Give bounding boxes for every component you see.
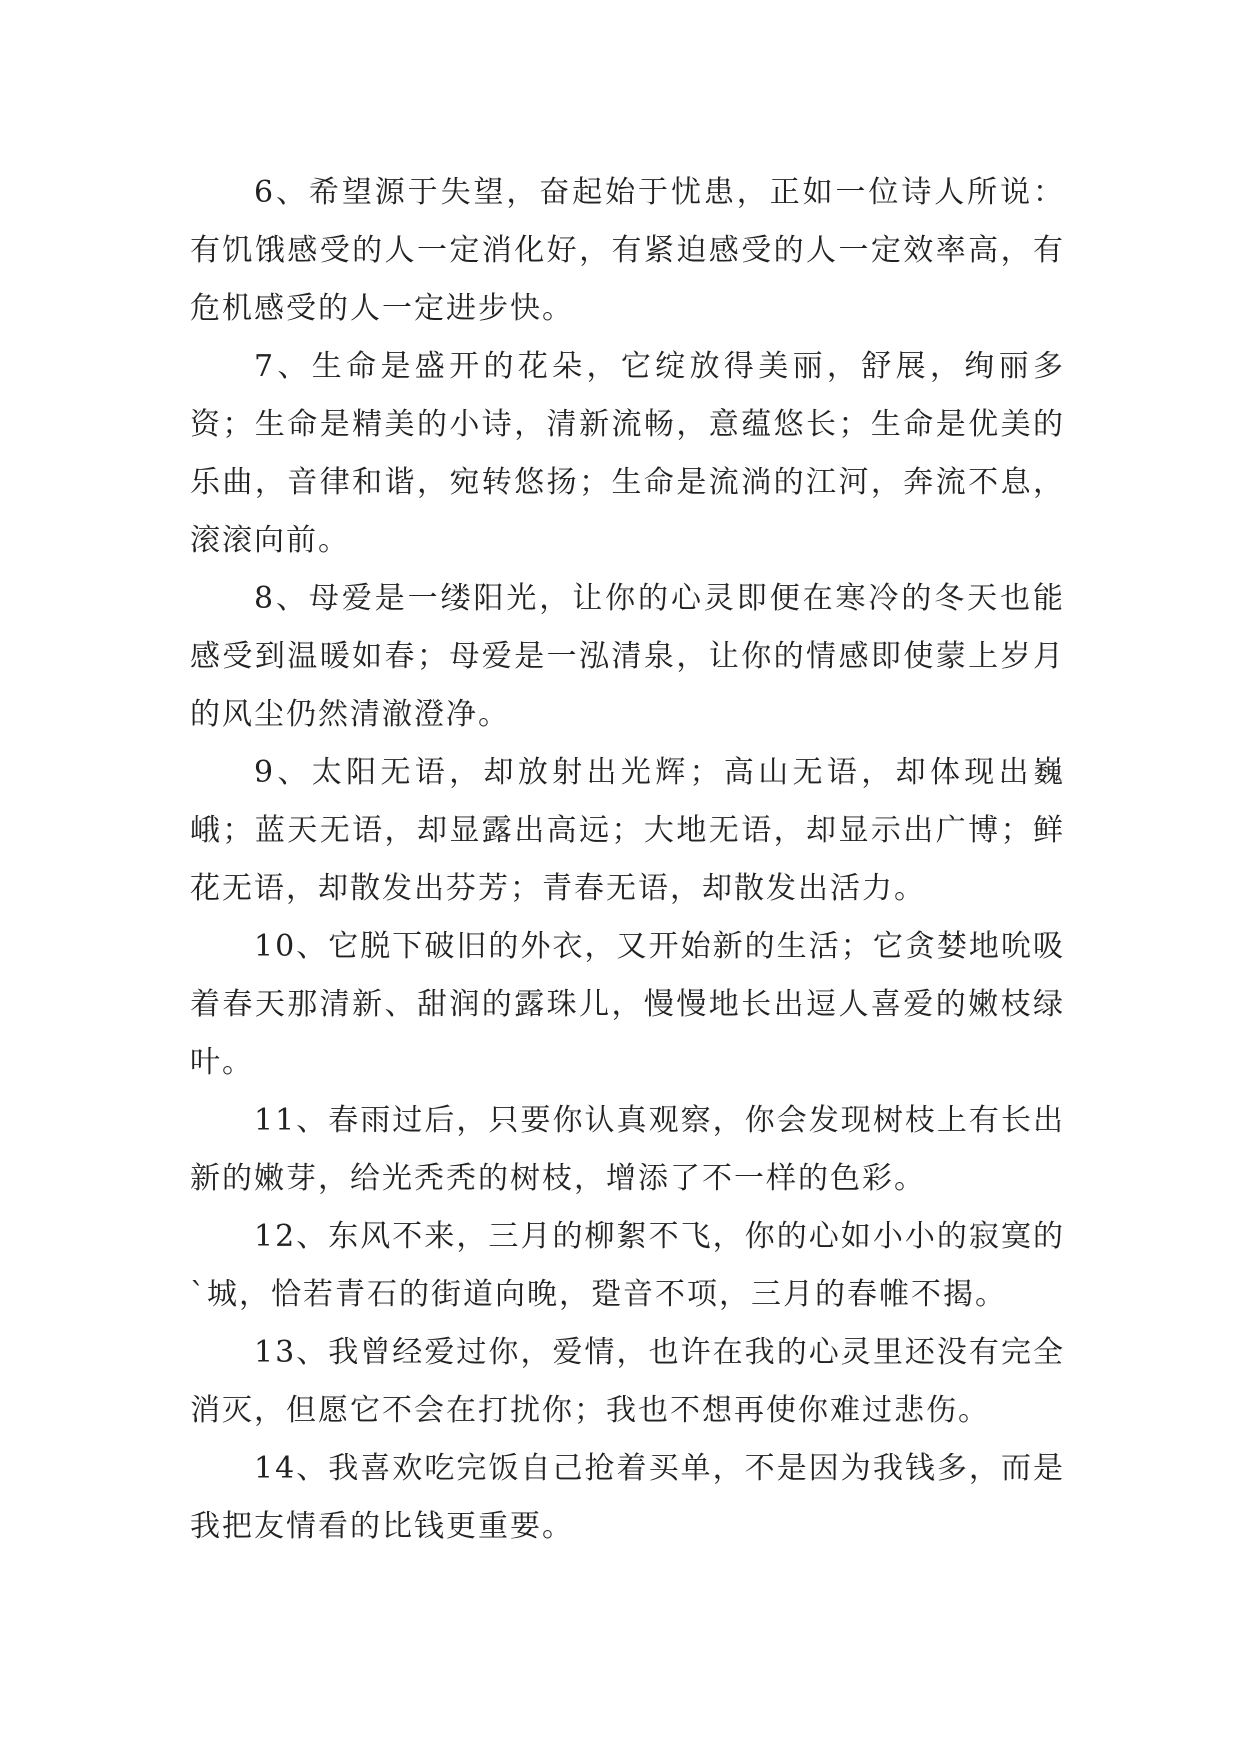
paragraph-7: 7、生命是盛开的花朵，它绽放得美丽，舒展，绚丽多资；生命是精美的小诗，清新流畅，意蕴悠长；生命是优美的乐曲，音律和谐，宛转悠扬；生命是流淌的江河，奔流不息，滚滚向前。 bbox=[190, 349, 1065, 558]
paragraph-14: 14、我喜欢吃完饭自己抢着买单，不是因为我钱多，而是我把友情看的比钱更重要。 bbox=[190, 1451, 1065, 1544]
paragraph-8: 8、母爱是一缕阳光，让你的心灵即便在寒冷的冬天也能感受到温暖如春；母爱是一泓清泉，让你的情感即使蒙上岁月的风尘仍然清澈澄净。 bbox=[190, 581, 1065, 732]
paragraph-10: 10、它脱下破旧的外衣，又开始新的生活；它贪婪地吮吸着春天那清新、甜润的露珠儿，慢慢地长出逗人喜爱的嫩枝绿叶。 bbox=[190, 929, 1065, 1080]
paragraph-13: 13、我曾经爱过你，爱情，也许在我的心灵里还没有完全消灭，但愿它不会在打扰你；我也不想再使你难过悲伤。 bbox=[190, 1335, 1065, 1428]
document-body bbox=[190, 164, 1065, 1556]
paragraph-6: 6、希望源于失望，奋起始于忧患，正如一位诗人所说：有饥饿感受的人一定消化好，有紧迫感受的人一定效率高，有危机感受的人一定进步快。 bbox=[190, 175, 1065, 326]
paragraph-12: 12、东风不来，三月的柳絮不飞，你的心如小小的寂寞的`城，恰若青石的街道向晚，跫音不项，三月的春帷不揭。 bbox=[190, 1219, 1065, 1312]
paragraph-11: 11、春雨过后，只要你认真观察，你会发现树枝上有长出新的嫩芽，给光秃秃的树枝，增添了不一样的色彩。 bbox=[190, 1103, 1065, 1196]
paragraph-9: 9、太阳无语，却放射出光辉；高山无语，却体现出巍峨；蓝天无语，却显露出高远；大地无语，却显示出广博；鲜花无语，却散发出芬芳；青春无语，却散发出活力。 bbox=[190, 755, 1065, 906]
